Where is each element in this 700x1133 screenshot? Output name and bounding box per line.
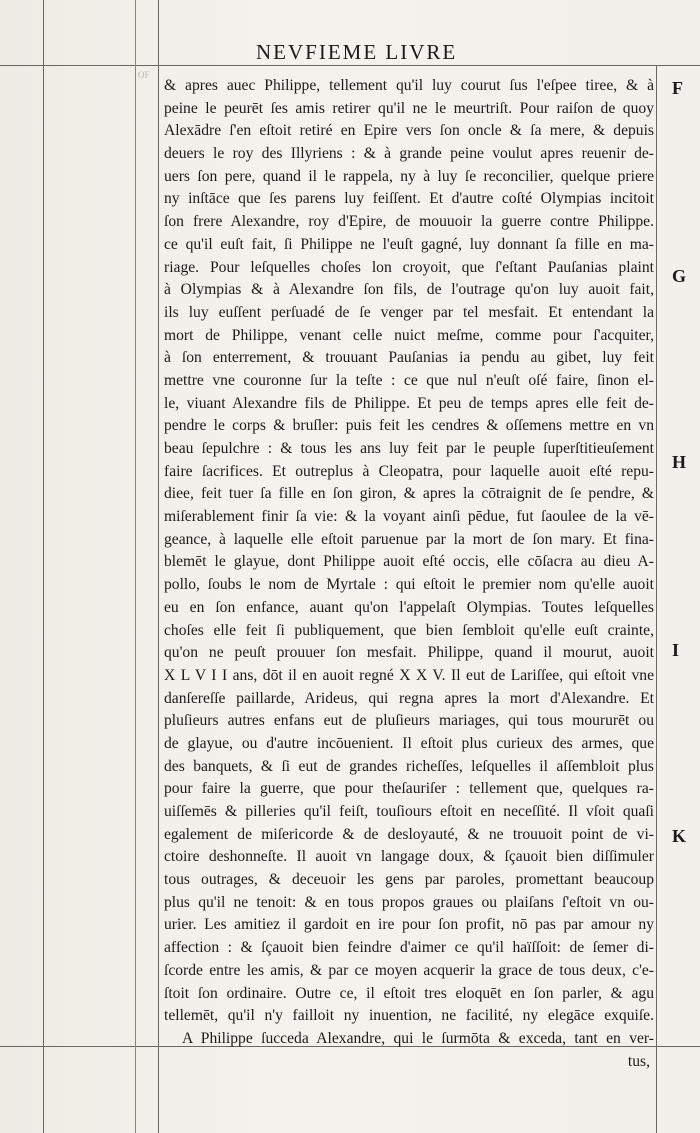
text-line: pendre le corps & bruſler: puis feit les cendres & oſſemens mettre en vn [164, 417, 654, 435]
text-line: A Philippe ſucceda Alexandre, qui le ſurmōta & exceda, tant en ver- [182, 1029, 654, 1047]
text-line: egalement de miſericorde & de desloyauté, & ne trouuoit point de vi- [164, 825, 654, 843]
running-title: NEVFIEME LIVRE [256, 40, 458, 64]
column-rule-right [656, 66, 657, 1133]
text-line: pollo, ſoubs le nom de Myrtale : qui eſtoit le premier nom qu'elle auoit [164, 576, 654, 594]
text-line: mort de Philippe, venant celle nuict meſme, comme pour ſ'acquiter, [164, 326, 654, 344]
text-line: ctoire deshonneſte. Il auoit vn langage doux, & ſçauoit bien diſſimuler [164, 848, 654, 866]
text-line: qu'on ne peuſt prouuer ſon mesfait. Philippe, quand il mourut, auoit [164, 644, 654, 662]
margin-letter-g: G [672, 266, 687, 286]
left-margin-rule-inner [135, 0, 136, 1133]
text-line: beau ſepulchre : & tous les ans luy feit par le peuple ſuperſtitieuſement [164, 440, 654, 457]
text-line: blemēt le glayue, dont Philippe auoit eſté occis, elle cōſacra au dieu A- [164, 553, 654, 571]
text-line: plus qu'il ne tenoit: & en tous propos graues ou plaiſans ſ'eſtoit vn ou- [164, 893, 654, 911]
text-line: geance, à laquelle elle eſtoit paruenue par la mort de ſon mary. Et fina- [164, 530, 654, 548]
margin-letter-h: H [672, 452, 687, 472]
text-line: choſes elle feit ſi publiquement, que bien ſembloit qu'elle euſt crainte, [164, 621, 654, 639]
text-line: Alexādre ſ'en eſtoit retiré en Epire vers ſon oncle & ſa mere, & depuis [164, 122, 654, 140]
top-rule [0, 65, 700, 66]
text-line: uers ſon pere, quand il le rappela, ny à luy ſe reconcilier, quelque priere [164, 167, 654, 185]
text-line: affection : & ſçauoit bien feindre d'aimer ce qu'il haïſſoit: de ſemer di- [164, 939, 654, 957]
margin-letter-i: I [672, 640, 680, 660]
text-line: & apres auec Philippe, tellement qu'il luy courut ſus l'eſpee tiree, & à [164, 77, 654, 94]
text-line: ſtoit ſon ordinaire. Outre ce, il eſtoit tres eloquēt en ſon parler, & agu [164, 984, 654, 1002]
text-line: ils luy euſſent perſuadé de ſe venger par tel mesfait. Et entendant la [164, 303, 654, 321]
text-line: ſon frere Alexandre, roy d'Epire, de mouuoir la guerre contre Philippe. [164, 213, 654, 231]
text-line: deuers le roy des Illyriens : & à grande peine voulut apres reuenir de- [164, 145, 654, 163]
text-line: peine le peurēt ſes amis retirer qu'il ne le meurtriſt. Pour raiſon de quoy [164, 99, 654, 117]
text-line: miſerablement finir ſa vie: & la voyant ainſi pēdue, fut ſaoulee de la vē- [164, 508, 654, 526]
text-line: à ſon enterrement, & trouuant Pauſanias ia pendu au gibet, luy feit [164, 349, 654, 367]
column-rule-left [158, 0, 159, 1133]
text-line: le, viuant Alexandre fils de Philippe. Et peu de temps apres elle feit de- [164, 394, 654, 412]
margin-letter-f: F [672, 78, 683, 98]
text-line: X L V I I ans, dōt il en auoit regné X X V. Il eut de Lariſſee, qui eſtoit vne [164, 666, 654, 684]
text-line: faire ſacrifices. Et outreplus à Cleopatra, pour laquelle auoit eſté repu- [164, 462, 654, 480]
margin-letter-k: K [672, 826, 687, 846]
text-line: de glayue, ou d'autre incōuenient. Il eſtoit plus curieux des armes, que [164, 734, 654, 752]
text-line: tellemēt, qu'il n'y failloit ny inuention, ne facilité, ny elegāce exquiſe. [164, 1007, 654, 1025]
text-line: pour faire la guerre, que pour theſauriſer : tellement que, quelques ra- [164, 780, 654, 798]
text-line: des banquets, & ſi eut de grandes richeſſes, leſquelles il aſſembloit plus [164, 757, 654, 775]
text-line: diee, feit tuer ſa fille en ſon giron, & apres la cōtraignit de ſe pendre, & [164, 485, 654, 503]
text-line: eu en ſon enfance, auant qu'on l'appelaſt Olympias. Toutes leſquelles [164, 598, 654, 616]
catchword: tus, [627, 1052, 650, 1070]
text-line: ny inſtāce que ſes parens luy feiſſent. Et d'autre coſté Olympias incitoit [164, 190, 654, 208]
text-line: à Olympias & à Alexandre ſon fils, de l'outrage qu'on luy auoit fait, [164, 281, 654, 299]
text-line: riage. Pour leſquelles choſes lon croyoit, que ſ'eſtant Pauſanias plaint [164, 258, 654, 276]
text-line: ce qu'il euſt fait, ſi Philippe ne l'euſt gagné, luy donnant ſa fille en ma- [164, 235, 654, 253]
text-line: tous outrages, & deceuoir les gens par paroles, promettant beaucoup [164, 871, 654, 889]
text-line: ſcorde entre les amis, & par ce moyen acquerir la grace de tous deux, c'e- [164, 961, 654, 979]
folio-mark: OF [138, 70, 150, 80]
text-line: mettre vne couronne ſur la teſte : ce que nul n'euſt oſé faire, ſinon el- [164, 371, 654, 389]
text-line: pluſieurs autres enfans eut de pluſieurs mariages, qui tous moururēt ou [164, 712, 654, 730]
text-line: uiſſemēs & pilleries qu'il feiſt, touſiours eſtoit en neceſſité. Il vſoit quaſi [164, 803, 654, 820]
left-margin-rule-outer [43, 0, 44, 1133]
text-line: danſereſſe paillarde, Arideus, qui regna apres la mort d'Alexandre. Et [164, 689, 654, 707]
body-text [164, 75, 654, 1073]
text-line: urier. Les amitiez il gardoit en ire pour ſon profit, nō pas par amour ny [164, 916, 654, 934]
